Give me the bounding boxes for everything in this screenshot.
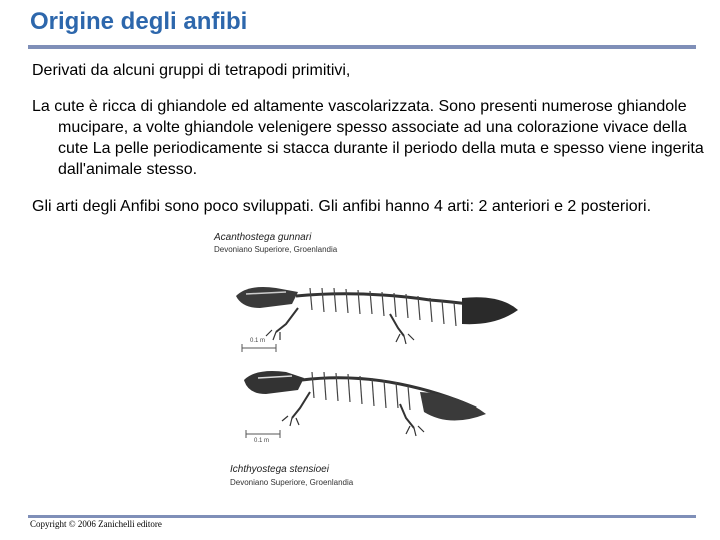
scale-label-1: 0.1 m <box>250 338 266 344</box>
species-label-ichthyostega: Ichthyostega stensioei <box>230 464 329 475</box>
species-info-acanthostega: Devoniano Superiore, Groenlandia <box>214 245 338 254</box>
skeleton-figure <box>200 228 560 490</box>
scale-label-2: 0.1 m <box>254 438 270 444</box>
acanthostega-skeleton <box>236 287 518 352</box>
paragraph-limbs: Gli arti degli Anfibi sono poco sviluppati. Gli anfibi hanno 4 arti: 2 anteriori e 2 posteriori. <box>32 198 652 215</box>
paragraph-skin: La cute è ricca di ghiandole ed altamente vascolarizzata. Sono presenti numerose ghiandole mucipare, a volte ghiandole velenigere spesso associate ad una colorazione vivace della cute La pelle periodicamente si stacca durante il periodo della muta e spesso viene ingerita dall'animale stesso. <box>32 98 704 178</box>
copyright-notice: Copyright © 2006 Zanichelli editore <box>30 519 162 529</box>
species-label-acanthostega: Acanthostega gunnari <box>214 232 312 243</box>
ichthyostega-skeleton <box>244 371 486 444</box>
footer-divider <box>28 515 696 518</box>
species-info-ichthyostega: Devoniano Superiore, Groenlandia <box>230 478 354 487</box>
title-divider <box>28 45 696 49</box>
slide-title: Origine degli anfibi <box>30 8 248 35</box>
paragraph-origin: Derivati da alcuni gruppi di tetrapodi primitivi, <box>32 62 351 79</box>
